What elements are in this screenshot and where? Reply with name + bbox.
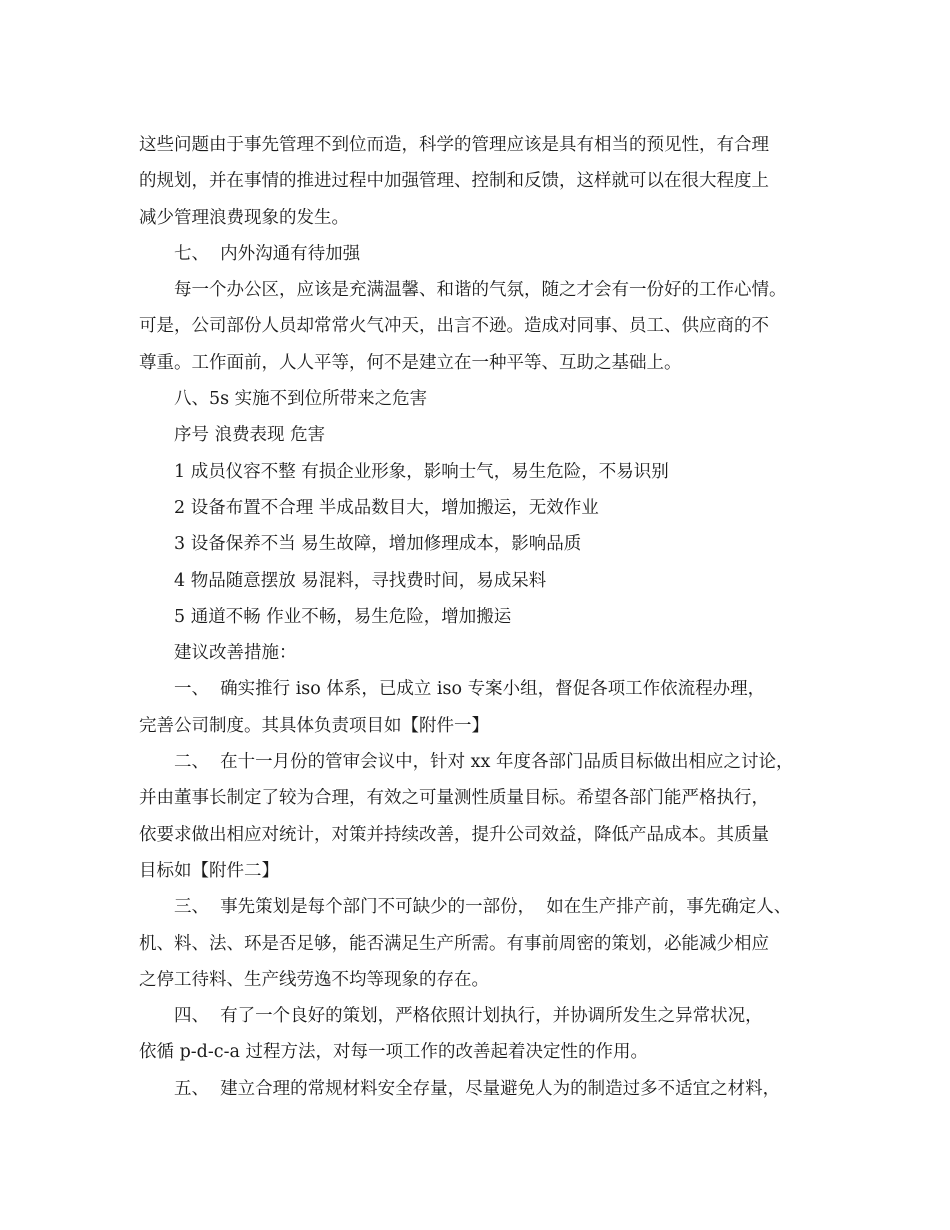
text-line: 每一个办公区，应该是充满温馨、和谐的气氛，随之才会有一份好的工作心情。 [174,280,787,301]
text-line: 可是，公司部份人员却常常火气冲天，出言不逊。造成对同事、员工、供应商的不 [139,316,769,337]
text-line: 减少管理浪费现象的发生。 [139,207,349,228]
text-line: 的规划，并在事情的推进过程中加强管理、控制和反馈，这样就可以在很大程度上 [139,171,769,192]
text-line: 尊重。工作面前，人人平等，何不是建立在一种平等、互助之基础上。 [139,352,682,373]
text-line: 目标如【附件二】 [139,860,279,881]
text-line: 序号 浪费表现 危害 [174,425,326,446]
text-line: 5 通道不畅 作业不畅，易生危险，增加搬运 [174,606,512,627]
text-line: 一、 确实推行 iso 体系，已成立 iso 专案小组，督促各项工作依流程办理， [174,679,766,700]
text-line: 依要求做出相应对统计，对策并持续改善，提升公司效益，降低产品成本。其质量 [139,824,769,845]
text-line: 2 设备布置不合理 半成品数目大，增加搬运，无效作业 [174,497,599,518]
text-line: 建议改善措施： [174,643,297,664]
text-line: 3 设备保养不当 易生故障，增加修理成本，影响品质 [174,534,582,555]
text-line: 4 物品随意摆放 易混料，寻找费时间，易成呆料 [174,570,547,591]
text-line: 1 成员仪容不整 有损企业形象，影响士气，易生危险，不易识别 [174,461,669,482]
text-line: 这些问题由于事先管理不到位而造，科学的管理应该是具有相当的预见性，有合理 [139,135,769,155]
text-line: 之停工待料、生产线劳逸不均等现象的存在。 [139,969,489,990]
text-line: 依循 p-d-c-a 过程方法，对每一项工作的改善起着决定性的作用。 [139,1042,649,1063]
document-body [139,127,839,1107]
text-line: 三、 事先策划是每个部门不可缺少的一部份， 如在生产排产前，事先确定人、 [174,897,792,918]
text-line: 完善公司制度。其具体负责项目如【附件一】 [139,715,489,736]
text-line: 八、5s 实施不到位所带来之危害 [174,389,428,410]
text-line: 机、料、法、环是否足够，能否满足生产所需。有事前周密的策划，必能减少相应 [139,933,769,954]
text-line: 二、 在十一月份的管审会议中，针对 xx 年度各部门品质目标做出相应之讨论， [174,752,794,773]
text-line: 五、 建立合理的常规材料安全存量，尽量避免人为的制造过多不适宜之材料， [174,1078,781,1099]
text-line: 并由董事长制定了较为合理，有效之可量测性质量目标。希望各部门能严格执行， [139,788,769,809]
text-line: 七、 内外沟通有待加强 [174,243,361,264]
text-line: 四、 有了一个良好的策划，严格依照计划执行，并协调所发生之异常状况， [174,1006,763,1027]
